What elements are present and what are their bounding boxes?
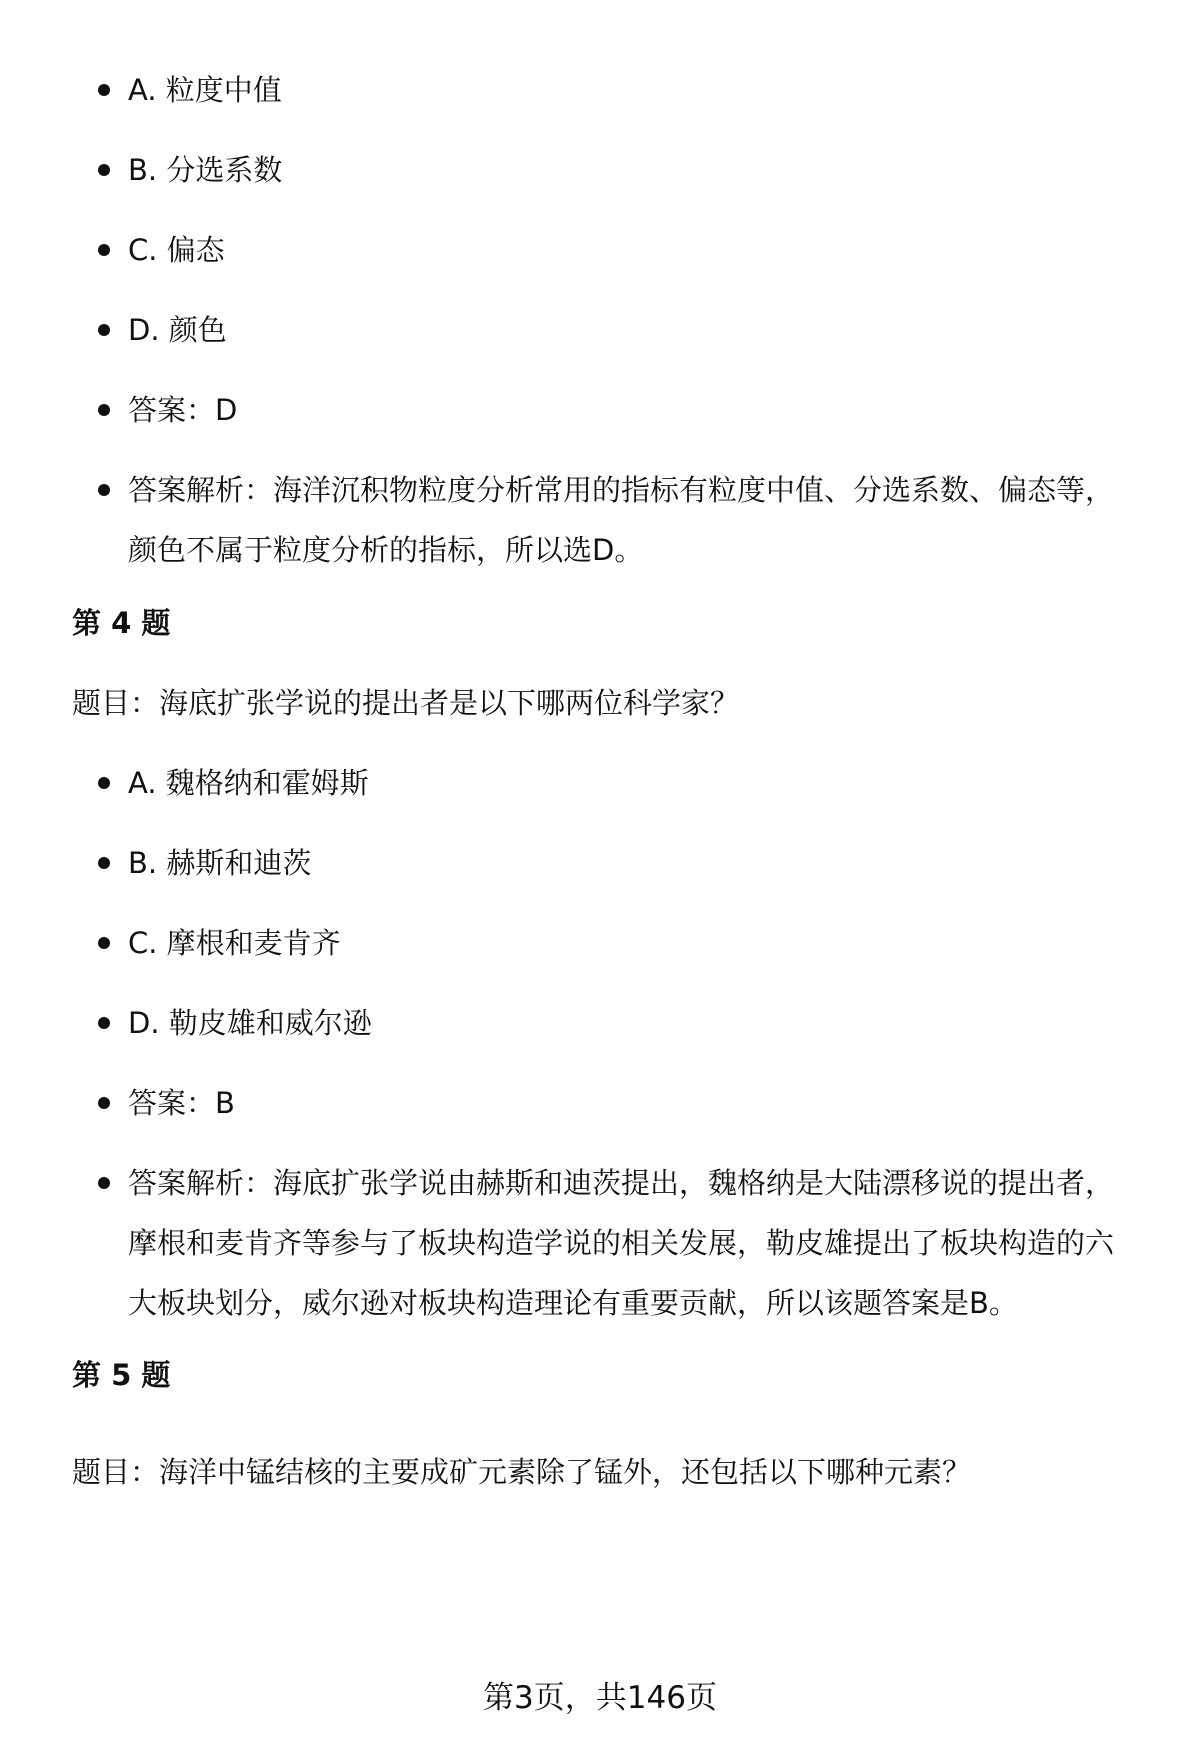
- analysis-line: 颜色不属于粒度分析的指标，所以选D。: [128, 533, 644, 567]
- q4-analysis: [0, 1153, 1200, 1333]
- q3-analysis-list: [0, 460, 1200, 580]
- analysis-line: 答案解析：海洋沉积物粒度分析常用的指标有粒度中值、分选系数、偏态等，: [128, 473, 1115, 507]
- q3-analysis: [0, 460, 1200, 580]
- analysis-line: 大板块划分，威尔逊对板块构造理论有重要贡献，所以该题答案是B。: [128, 1286, 1018, 1320]
- q5-question: 题目：海洋中锰结核的主要成矿元素除了锰外，还包括以下哪种元素？: [72, 1455, 972, 1489]
- option-text: C. 偏态: [128, 233, 225, 267]
- bullet-icon: [98, 164, 110, 176]
- q3-options-list-d: [0, 300, 1200, 360]
- q4-question: 题目：海底扩张学说的提出者是以下哪两位科学家？: [72, 686, 740, 720]
- bullet-icon: [98, 1177, 110, 1189]
- q4-option-a: [0, 753, 1200, 813]
- q4-option-d: [0, 993, 1200, 1053]
- q3-option-b: [0, 140, 1200, 200]
- bullet-icon: [98, 857, 110, 869]
- option-text: C. 摩根和麦肯齐: [128, 926, 341, 960]
- option-text: B. 赫斯和迪茨: [128, 846, 312, 880]
- page-indicator: 第3页，共146页: [483, 1680, 717, 1716]
- q3-answer-list: [0, 380, 1200, 440]
- q4-answer-list: [0, 1073, 1200, 1133]
- option-text: A. 粒度中值: [128, 73, 282, 107]
- option-text: D. 勒皮雄和威尔逊: [128, 1006, 372, 1040]
- bullet-icon: [98, 244, 110, 256]
- bullet-icon: [98, 1097, 110, 1109]
- bullet-icon: [98, 1017, 110, 1029]
- bullet-icon: [98, 937, 110, 949]
- answer-text: 答案：B: [128, 1086, 235, 1120]
- q4-options-list-c: [0, 913, 1200, 973]
- q3-options-list-c: [0, 220, 1200, 280]
- q3-answer: [0, 380, 1200, 440]
- q4-option-b: [0, 833, 1200, 893]
- q3-option-c: [0, 220, 1200, 280]
- bullet-icon: [98, 404, 110, 416]
- answer-text: 答案：D: [128, 393, 238, 427]
- option-text: D. 颜色: [128, 313, 227, 347]
- q4-answer: [0, 1073, 1200, 1133]
- q3-options-list: [0, 60, 1200, 120]
- q3-option-d: [0, 300, 1200, 360]
- bullet-icon: [98, 777, 110, 789]
- q4-options-list-a: [0, 753, 1200, 813]
- q4-heading: 第 4 题: [72, 606, 171, 640]
- bullet-icon: [98, 84, 110, 96]
- q4-option-c: [0, 913, 1200, 973]
- q4-options-list-d: [0, 993, 1200, 1053]
- q4-options-list-b: [0, 833, 1200, 893]
- q5-heading: 第 5 题: [72, 1358, 171, 1392]
- option-text: B. 分选系数: [128, 153, 283, 187]
- analysis-line: 答案解析：海底扩张学说由赫斯和迪茨提出，魏格纳是大陆漂移说的提出者，: [128, 1166, 1115, 1200]
- q3-option-a: [0, 60, 1200, 120]
- analysis-line: 摩根和麦肯齐等参与了板块构造学说的相关发展，勒皮雄提出了板块构造的六: [128, 1226, 1115, 1260]
- q3-options-list-b: [0, 140, 1200, 200]
- q4-analysis-list: [0, 1153, 1200, 1333]
- option-text: A. 魏格纳和霍姆斯: [128, 766, 369, 800]
- bullet-icon: [98, 324, 110, 336]
- bullet-icon: [98, 484, 110, 496]
